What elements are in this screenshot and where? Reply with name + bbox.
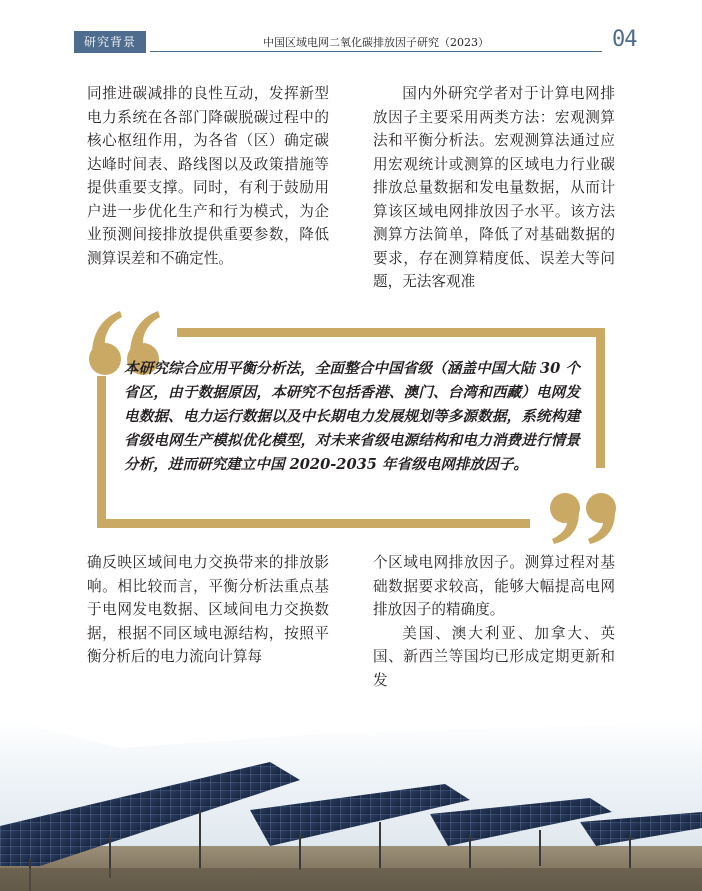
paragraph: 同推进碳减排的良性互动，发挥新型电力系统在各部门降碳脱碳过程中的核心枢纽作用，为各省（区）确定碳达峰时间表、路线图以及政策措施等提供重要支撑。同时，有利于鼓励用户进一步优化生产和行为模式，为企业预测间接排放提供重要参数，降低测算误差和不确定性。 [87,85,329,267]
frame-bar-left [97,376,106,528]
page-number: 04 [612,27,637,52]
frame-bar-top [177,328,605,337]
document-title: 中国区域电网二氧化碳排放因子研究（2023） [263,36,489,49]
body-text-bottom-right [373,551,615,692]
header-rule [150,51,602,52]
paragraph: 个区域电网排放因子。测算过程对基础数据要求较高，能够大幅提高电网排放因子的精确度。 [373,554,615,618]
paragraph: 确反映区域间电力交换带来的排放影响。相比较而言，平衡分析法重点基于电网发电数据、区域间电力交换数据，根据不同区域电源结构，按照平衡分析后的电力流向计算每 [87,554,329,665]
frame-bar-right [596,328,605,468]
paragraph: 美国、澳大利亚、加拿大、英国、新西兰等国均已形成定期更新和发 [373,624,615,689]
close-quote-icon [546,492,620,544]
frame-bar-bottom [97,519,530,528]
paragraph: 国内外研究学者对于计算电网排放因子主要采用两类方法：宏观测算法和平衡分析法。宏观测算法通过应用宏观统计或测算的区域电力行业碳排放总量数据和发电量数据，从而计算该区域电网排放因子水平。该方法测算方法简单，降低了对基础数据的要求，存在测算精度低、误差大等问题，无法客观准 [373,85,615,290]
body-text-top-left [87,82,329,270]
solar-panel-field-photo [0,718,702,891]
body-text-bottom-left [87,551,329,669]
pull-quote-text: 本研究综合应用平衡分析法，全面整合中国省级（涵盖中国大陆 30 个省区，由于数据原因，本研究不包括香港、澳门、台湾和西藏）电网发电数据、电力运行数据以及中长期电力发展规划等多源数据，系统构建省级电网生产模拟优化模型，对未来省级电源结构和电力消费进行情景分析，进而研究建立中国 2020-2035 年省级电网排放因子。 [124,360,580,473]
section-tag: 研究背景 [74,31,146,53]
body-text-top-right [373,82,615,294]
